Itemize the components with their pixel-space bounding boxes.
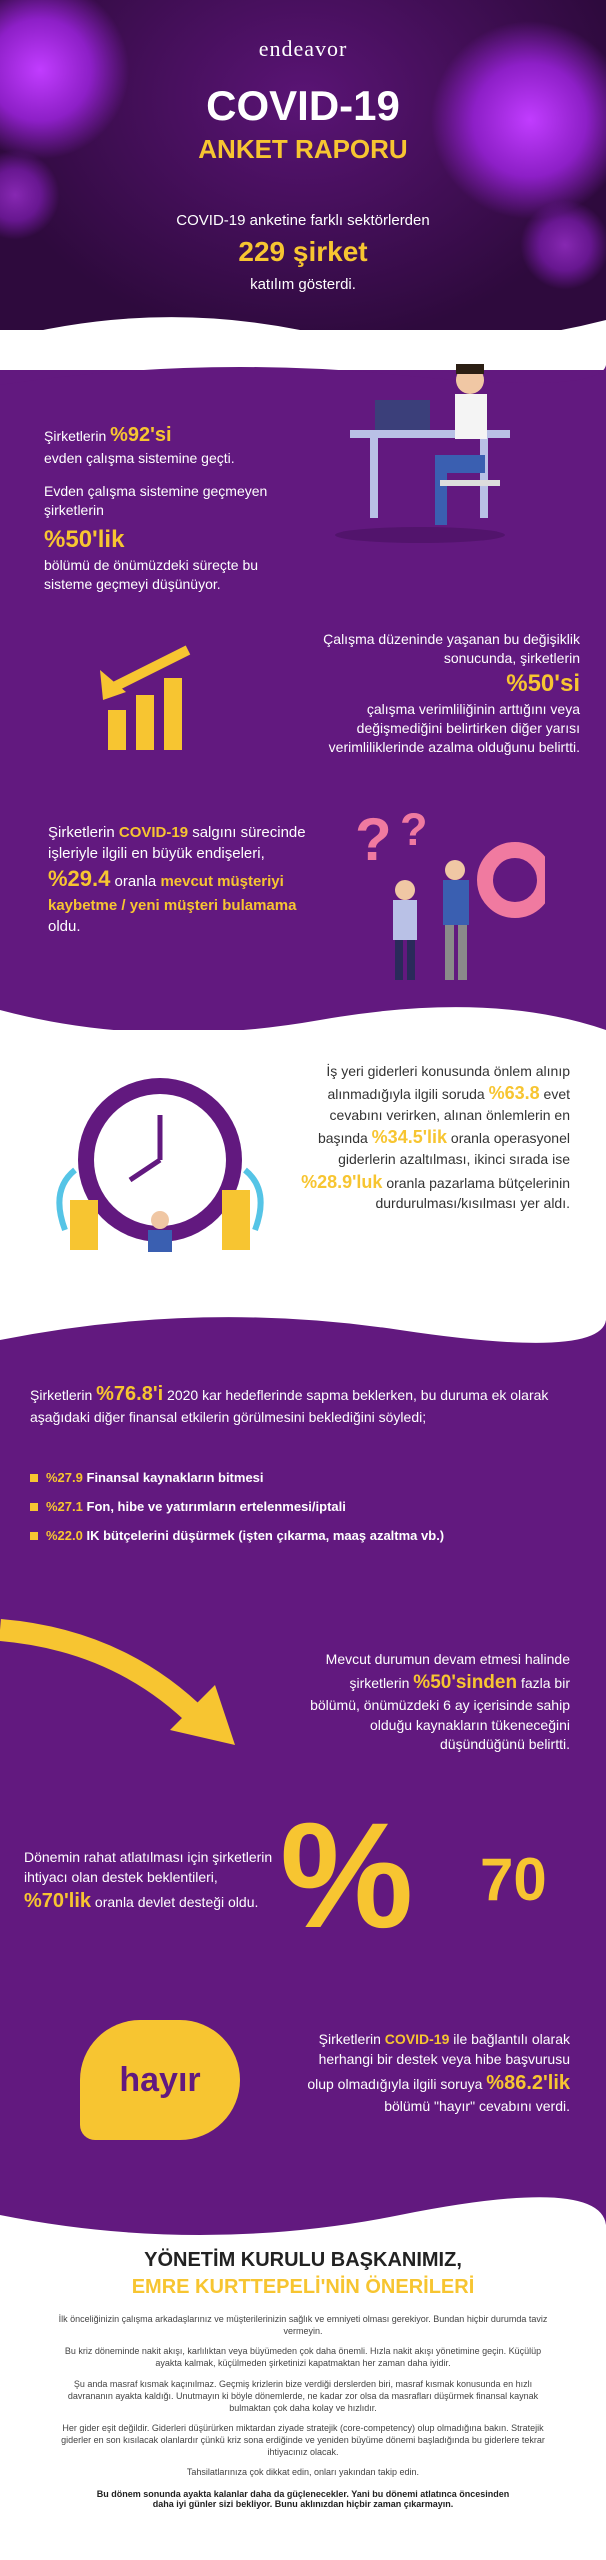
footer-paragraph: Şu anda masraf kısmak kaçınılmaz. Geçmiş krizlerin bize verdiği derslerden biri, masraf kısmak konusunda en hızlı davrananın ayakta kaldığı. Unutmayın ki böyle dönemlerde, ne kadar zor olsa da masrafları düşürmek finansal kaynak bulmaktan çok daha kolay ve hızlıdır. (67, 2378, 539, 2413)
text: İş yeri giderleri konusunda önlem alınıp alınmadığıyla ilgili soruda (326, 1063, 570, 1103)
text: bölümü "hayır" cevabını verdi. (384, 2098, 570, 2115)
stat-70: %70'lik (24, 1890, 92, 1913)
text: oranla pazarlama bütçelerinin durdurulması/kısılması yer aldı. (375, 1174, 570, 1212)
svg-text:?: ? (355, 806, 392, 873)
stat-28: %28.9'luk (301, 1171, 383, 1192)
company-count: 229 şirket (238, 236, 368, 267)
page-subtitle: ANKET RAPORU (198, 134, 408, 164)
page-title: COVID-19 (206, 82, 400, 129)
closing-line: Bu dönem sonunda ayakta kalanlar daha da güçlenecekler. Yani bu dönemi atlatınca öncesinden (96, 2488, 510, 2499)
stat-29: %29.4 (48, 866, 111, 891)
text: Şirketlerin (44, 428, 111, 444)
hayir-badge: hayır (80, 2020, 240, 2140)
list-item: %22.0 IK bütçelerini düşürmek (işten çıkarma, maaş azaltma vb.) (30, 1528, 590, 1543)
text: Şirketlerin (30, 1387, 97, 1403)
text: salgını sürecinde işleriyle ilgili en büyük endişeleri, (48, 824, 306, 862)
question-people-illustration (345, 800, 545, 990)
text: Dönemin rahat atlatılması için şirketlerin ihtiyacı olan destek beklentileri, (24, 1849, 273, 1885)
big-number: 70 (480, 1846, 547, 1913)
stat-76: %76.8'i (96, 1383, 164, 1405)
footer-section (0, 2245, 606, 2560)
footer-paragraph: Tahsilatlarınıza çok dikkat edin, onları yakından takip edin. (186, 2467, 420, 2478)
stat-50: %50'si (506, 669, 580, 697)
text: Şirketlerin (48, 824, 119, 841)
text: evet cevabını verirken, alınan önlemlerin en başında (317, 1086, 570, 1147)
text: ile bağlantılı olarak herhangi bir destek veya hibe başvurusu olup olmadığıyla ilgili soruya (307, 2031, 570, 2093)
section-productivity (300, 630, 580, 757)
header-section (0, 0, 606, 330)
covid-label: COVID-19 (384, 2031, 450, 2047)
text: evden çalışma sistemine geçti. (44, 450, 235, 466)
intro-line: katılım gösterdi. (250, 276, 356, 293)
closing-line: daha iyi günler sizi bekliyor. Bunu aklınızdan hiçbir zaman çıkarmayın. (152, 2498, 454, 2509)
svg-text:?: ? (400, 804, 428, 855)
footer-subtitle: EMRE KURTTEPELİ'NİN ÖNERİLERİ (131, 2276, 475, 2298)
text: fazla bir bölümü, önümüzdeki 6 ay içerisinde sahip olduğu kaynakların tükeneceğini düşündüğünü belirtti. (310, 1674, 570, 1753)
list-item: %27.9 Finansal kaynakların bitmesi (30, 1470, 590, 1485)
finance-bullet-list (30, 1470, 590, 1557)
text: oranla operasyonel giderlerin azaltılması, ikinci sırada ise (338, 1130, 570, 1168)
decline-chart-icon (88, 640, 218, 760)
clock-illustration (50, 1060, 270, 1260)
brand-logo: endeavor (258, 36, 348, 61)
big-percent-sign: % (280, 1791, 414, 1959)
stat-50: %50'lik (44, 525, 125, 553)
footer-paragraph: İlk önceliğinizin çalışma arkadaşlarınız ve müşterilerinizin sağlık ve emniyeti olması gerekiyor. Bundan hiçbir durumda taviz vermeyin. (58, 2314, 548, 2337)
section-resources (300, 1650, 570, 1755)
section-finance (30, 1380, 570, 1428)
highlight: mevcut müşteriyi kaybetme / yeni müşteri bulamama (48, 873, 297, 914)
intro-line: COVID-19 anketine farklı sektörlerden (176, 212, 430, 229)
section-concerns (48, 822, 318, 937)
remote-worker-illustration (330, 360, 530, 550)
footer-paragraph: Her gider eşit değildir. Giderleri düşürürken miktardan ziyade stratejik (core-competency) olup olmadığına bakın. Stratejik giderler en son kısılacak olanlardır çünkü kriz sona erdiğinde ve yeniden büyüme dönemi başladığında bu giderlere tekrar ihtiyacınız olacak. (61, 2422, 545, 2458)
covid-label: COVID-19 (118, 824, 189, 841)
stat-92: %92'si (110, 424, 172, 446)
stat-63: %63.8 (488, 1083, 540, 1104)
stat-86: %86.2'lik (486, 2072, 570, 2095)
text: Evden çalışma sistemine geçmeyen şirketlerin (44, 482, 268, 518)
section-support (24, 1848, 274, 1915)
footer-title: YÖNETİM KURULU BAŞKANIMIZ, (144, 2249, 462, 2271)
stat-50: %50'sinden (413, 1671, 518, 1693)
section-expenses (290, 1062, 570, 1214)
falling-arrow-icon (0, 1610, 300, 1750)
stat-34: %34.5'lik (371, 1127, 448, 1148)
text: 2020 kar hedeflerinde sapma beklerken, bu duruma ek olarak aşağıdaki diğer finansal etkilerin görülmesini beklediğini söyledi; (30, 1387, 549, 1425)
text: çalışma verimliliğinin arttığını veya değişmediğini belirtirken diğer yarısı verimliliklerinde azalma olduğunu belirtti. (328, 701, 580, 755)
text: bölümü de önümüzdeki süreçte bu sisteme geçmeyi düşünüyor. (44, 557, 259, 592)
list-item: %27.1 Fon, hibe ve yatırımların ertelenmesi/iptali (30, 1499, 590, 1514)
text: oranla devlet desteği oldu. (91, 1894, 259, 1911)
text: Mevcut durumun devam etmesi halinde şirketlerin (325, 1651, 570, 1691)
text: oldu. (48, 917, 81, 935)
section-work-from-home (44, 422, 284, 594)
wave-divider (0, 1300, 606, 1360)
text: Çalışma düzeninde yaşanan bu değişiklik sonucunda, şirketlerin (323, 631, 580, 666)
text: oranla (110, 873, 161, 890)
section-grants (290, 2030, 570, 2117)
footer-paragraph: Bu kriz döneminde nakit akışı, karlılıktan veya büyümeden çok daha önemli. Hızla nakit akışı yönetimine geçin. Küçülüp ayakta kalmak, küçülmeden şirketinizi kapatmaktan her zaman daha iyidir. (64, 2346, 542, 2369)
text: Şirketlerin (318, 2031, 385, 2047)
